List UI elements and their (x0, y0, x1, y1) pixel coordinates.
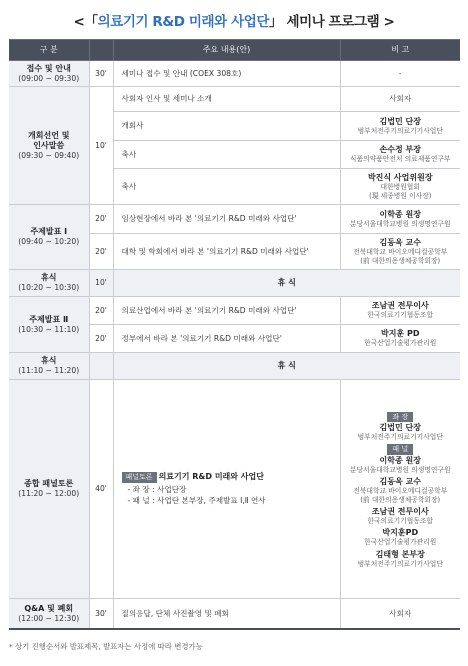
content-cell: 대학 및 학회에서 바라 본 '의료기기 R&D 미래와 사업단' (113, 234, 340, 270)
remark-org-note: (現 세종병원 이사장) (369, 191, 432, 200)
table-row (9, 297, 460, 325)
table-row (9, 353, 460, 380)
content-cell: 정부에서 바라 본 '의료기기 R&D 미래와 사업단' (113, 325, 340, 353)
remark-person: 박지훈 PD (381, 329, 420, 339)
header-content: 주요 내용(안) (113, 40, 340, 61)
remark-cell (340, 141, 460, 169)
table-header-row (9, 40, 460, 61)
category-name: 주제발표 Ⅱ (29, 314, 69, 324)
header-remark: 비 고 (340, 40, 460, 61)
header-duration (89, 40, 113, 61)
remark-cell (340, 112, 460, 141)
duration-cell (89, 353, 113, 380)
content-cell: 축사 (113, 141, 340, 169)
category-name: 접수 및 안내 (26, 63, 71, 73)
category-cell (9, 87, 89, 205)
panel-members-line: - 패 널 : 사업단 본부장, 주제발표 Ⅰ,Ⅱ 연사 (127, 496, 266, 506)
category-time: (10:20 ~ 10:30) (18, 283, 80, 293)
content-cell: 의료산업에서 바라 본 '의료기기 R&D 미래와 사업단' (113, 297, 340, 325)
remark-cell (340, 169, 460, 205)
remark-org: 전북대학교 바이오메디컬공학부 (353, 248, 448, 257)
category-name: Q&A 및 폐회 (24, 603, 74, 613)
duration-cell: 20' (89, 205, 113, 234)
program-table (9, 39, 460, 630)
category-name-2: 인사말씀 (33, 140, 65, 150)
category-cell (9, 61, 89, 87)
header-category: 구 분 (9, 40, 89, 61)
category-name: 개회선언 및 (28, 130, 70, 140)
category-time: (11:20 ~ 12:00) (18, 489, 80, 499)
remark-person: 김동욱 교수 (379, 238, 421, 248)
remark-org: 한국산업기술평가관리원 (364, 538, 437, 547)
remark-cell (340, 205, 460, 234)
chair-badge: 좌 장 (387, 412, 413, 423)
remark-org: 범부처전주기의료기기사업단 (357, 433, 443, 442)
remark-person: 조남권 전무이사 (371, 506, 429, 516)
remark-org-note: (前 대한의용생체공학회장) (360, 495, 441, 504)
table-row (9, 270, 460, 297)
table-row (9, 599, 460, 629)
remark-person: 이학종 원장 (379, 209, 421, 219)
category-cell (9, 380, 89, 599)
page-title (0, 10, 468, 30)
remark-org: 범부처전주기의료기기사업단 (357, 126, 443, 135)
category-cell (9, 297, 89, 353)
duration-cell: 40' (89, 380, 113, 599)
remark-org: 범부처전주기의료기기사업단 (357, 559, 443, 568)
table-row (9, 61, 460, 87)
remark-cell (340, 380, 460, 599)
duration-cell: 20' (89, 234, 113, 270)
remark-cell: - (340, 61, 460, 87)
table-row (9, 205, 460, 234)
title-highlight: 의료기기 R&D 미래와 사업단 (97, 14, 270, 30)
title-prefix: <「 (73, 14, 98, 30)
category-name: 주제발표 Ⅰ (30, 227, 68, 237)
remark-org: 전북대학교 바이오메디컬공학부 (353, 487, 448, 496)
content-cell: 임상현장에서 바라 본 '의료기기 R&D 미래와 사업단' (113, 205, 340, 234)
category-time: (09:30 ~ 09:40) (18, 150, 80, 160)
content-cell (113, 380, 340, 599)
duration-cell: 20' (89, 297, 113, 325)
remark-cell (340, 87, 460, 112)
remark-org: 분당서울대학교병원 의생명연구원 (349, 219, 451, 228)
remark-org-note: (前 대한의용생체공학회장) (360, 256, 441, 265)
category-cell (9, 353, 89, 380)
remark-org: 대한병원협회 (380, 183, 420, 192)
category-cell (9, 205, 89, 270)
category-time: (09:00 ~ 09:30) (18, 73, 80, 83)
remark-cell (340, 325, 460, 353)
category-cell (9, 599, 89, 629)
remark-person: 박지훈PD (382, 528, 419, 538)
category-name: 휴식 (41, 273, 57, 283)
remark-person: 박진식 사업위원장 (367, 173, 433, 183)
content-cell: 축사 (113, 169, 340, 205)
table-row (9, 87, 460, 112)
category-time: (12:00 ~ 12:30) (18, 613, 80, 623)
content-cell: 질의응답, 단체 사진촬영 및 폐회 (113, 599, 340, 629)
remark-cell (340, 297, 460, 325)
remark-org: 한국의료기기협동조합 (367, 311, 434, 320)
remark-person: 이학종 원장 (379, 455, 421, 465)
remark-org: 분당서울대학교병원 의생명연구원 (349, 465, 451, 474)
category-name: 종합 패널토론 (24, 479, 74, 489)
table-row (9, 380, 460, 599)
content-cell: 세미나 접수 및 안내 (COEX 308호) (113, 61, 340, 87)
panel-chair-line: - 좌 장 : 사업단장 (127, 484, 187, 494)
category-name: 휴식 (41, 356, 57, 366)
category-cell (9, 270, 89, 297)
duration-cell: 30' (89, 599, 113, 629)
content-cell: 개회사 (113, 112, 340, 141)
panel-topic: 의료기기 R&D 미래와 사업단 (158, 472, 264, 482)
break-cell: 휴 식 (113, 270, 460, 297)
title-suffix: 」 세미나 프로그램 > (269, 14, 395, 30)
remark-cell (340, 234, 460, 270)
duration-cell: 30' (89, 61, 113, 87)
duration-cell: 10' (89, 270, 113, 297)
remark-person: 김법민 단장 (379, 423, 421, 433)
panel-badge: 패 널 (387, 444, 413, 455)
category-time: (09:40 ~ 10:20) (18, 237, 80, 247)
remark-org: 식품의약품안전처 의료제품연구부 (349, 155, 451, 164)
content-cell: 사회자 인사 및 세미나 소개 (113, 87, 340, 112)
remark-person: 김법민 단장 (379, 116, 421, 126)
category-time: (10:30 ~ 11:10) (18, 324, 80, 334)
footnote: * 상기 진행순서와 발표제목, 발표자는 사정에 따라 변경가능 (9, 642, 203, 651)
remark-org: 사회자 (389, 94, 412, 104)
remark-person: 김동욱 교수 (379, 477, 421, 487)
remark-org: 한국산업기술평가관리원 (364, 339, 437, 348)
category-time: (11:10 ~ 11:20) (18, 366, 80, 376)
duration-cell: 20' (89, 325, 113, 353)
remark-person: 손수정 부장 (379, 145, 421, 155)
panel-tag: 패널토론 (122, 472, 157, 483)
duration-cell: 10' (89, 87, 113, 205)
remark-person: 김태형 본부장 (375, 549, 425, 559)
remark-person: 조남권 전무이사 (371, 301, 429, 311)
remark-cell: 사회자 (340, 599, 460, 629)
break-cell: 휴 식 (113, 353, 460, 380)
remark-org: 한국의료기기협동조합 (367, 516, 434, 525)
